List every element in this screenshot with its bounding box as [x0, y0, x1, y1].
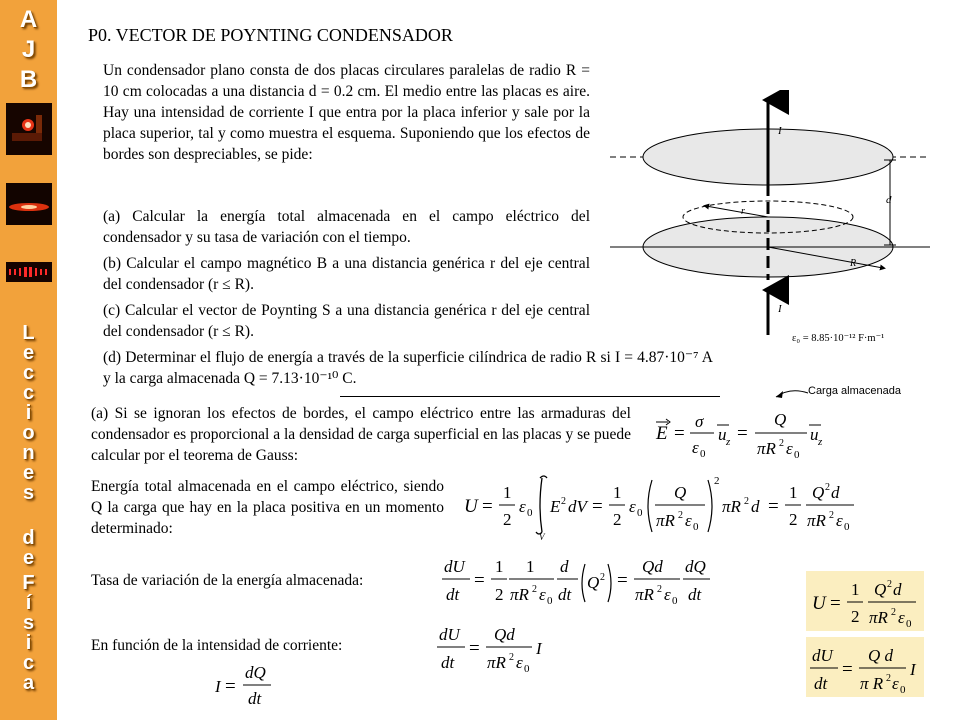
svg-text:2: 2: [779, 438, 784, 449]
diffraction-photo-thumbnail: [6, 262, 52, 282]
svg-text:2: 2: [532, 584, 537, 595]
svg-text:πR: πR: [510, 585, 529, 604]
svg-text:0: 0: [524, 663, 530, 675]
energy-rate-equation: [440, 550, 725, 610]
svg-text:U: U: [812, 593, 826, 614]
svg-text:2: 2: [789, 510, 798, 529]
statement-part-c: (c) Calcular el vector de Poynting S a una distancia genérica r del eje central del condensador (r ≤ R).: [103, 302, 590, 340]
svg-text:dt: dt: [558, 585, 572, 604]
svg-text:Q: Q: [587, 573, 600, 592]
svg-text:1: 1: [789, 483, 798, 502]
logo-letter-a: A: [19, 6, 38, 33]
svg-text:I: I: [215, 677, 221, 696]
svg-text:πR: πR: [869, 608, 888, 627]
svg-text:2: 2: [678, 510, 683, 521]
solution-rate-text: Tasa de variación de la energía almacenada:: [91, 572, 364, 589]
svg-text:Q d: Q d: [868, 646, 894, 665]
svg-text:ε: ε: [685, 511, 692, 530]
svg-text:=: =: [474, 570, 485, 591]
result-box-energy: [806, 571, 924, 631]
svg-text:V: V: [539, 532, 545, 540]
energy-equation: [462, 470, 862, 540]
sidebar-letter: c: [22, 362, 35, 384]
svg-text:0: 0: [794, 449, 800, 461]
sidebar-letter: i: [25, 632, 32, 654]
sidebar-letter: c: [22, 382, 35, 404]
energy-rate-current-equation: [435, 620, 550, 676]
current-label-top: I: [778, 125, 782, 137]
svg-text:2: 2: [887, 579, 892, 590]
svg-text:2: 2: [509, 652, 514, 663]
solution-part-a: (a) Si se ignoran los efectos de bordes, el campo eléctrico entre las armaduras del condensador es proporcional a la densidad de carga superficial en las placas y se puede calcular por el teorema de Gauss:: [91, 405, 631, 464]
svg-text:z: z: [818, 436, 823, 448]
svg-text:1: 1: [526, 557, 535, 576]
svg-text:=: =: [225, 676, 236, 697]
svg-text:dt: dt: [814, 674, 828, 693]
svg-text:2: 2: [495, 585, 504, 604]
sidebar-letter: o: [22, 422, 35, 444]
laser-photo-thumbnail: [6, 183, 52, 225]
result-box-energy-rate: [806, 637, 924, 697]
svg-text:2: 2: [829, 510, 834, 521]
svg-text:2: 2: [613, 510, 622, 529]
svg-text:ε: ε: [539, 585, 546, 604]
capacitor-diagram: [598, 90, 938, 350]
svg-text:d: d: [831, 483, 840, 502]
sidebar-letter: c: [22, 652, 35, 674]
svg-text:dU: dU: [812, 646, 833, 665]
callout-stored-charge: Carga almacenada: [808, 385, 901, 397]
svg-text:πR: πR: [487, 653, 506, 672]
svg-text:d: d: [560, 557, 569, 576]
statement-intro: Un condensador plano consta de dos placas circulares paralelas de radio R = 10 cm colocadas a una distancia d = 0.2 cm. El medio entre las placas es aire. Hay una intensidad de corriente I que entra por la placa inferior y sale por la placa superior, tal y como muestra el esquema. Suponiendo que los efectos de bordes son despreciables, se pide:: [103, 62, 590, 163]
svg-text:1: 1: [495, 557, 504, 576]
svg-text:=: =: [737, 423, 748, 444]
sidebar-letter: e: [22, 462, 35, 484]
svg-text:dU: dU: [439, 625, 460, 644]
svg-text:0: 0: [547, 595, 553, 607]
svg-text:I: I: [910, 660, 916, 679]
section-divider: [340, 396, 720, 397]
svg-text:U: U: [464, 496, 478, 517]
svg-text:0: 0: [527, 507, 533, 519]
svg-text:π R: π R: [860, 674, 884, 693]
svg-text:dt: dt: [441, 653, 455, 672]
svg-text:ε: ε: [892, 674, 899, 693]
svg-text:ε: ε: [836, 511, 843, 530]
svg-text:z: z: [726, 436, 731, 448]
svg-text:=: =: [592, 496, 603, 517]
svg-text:=: =: [674, 423, 685, 444]
svg-text:Qd: Qd: [642, 557, 663, 576]
svg-text:ε: ε: [664, 585, 671, 604]
sidebar-letter: n: [22, 442, 35, 464]
distance-d-label: d: [886, 194, 892, 206]
svg-text:u: u: [718, 425, 727, 444]
radius-r-label: r: [741, 206, 745, 217]
solution-current-text: En función de la intensidad de corriente:: [91, 637, 343, 654]
electric-field-equation: [652, 405, 842, 463]
svg-text:ε: ε: [519, 497, 526, 516]
svg-text:=: =: [617, 570, 628, 591]
svg-text:Q: Q: [774, 410, 787, 429]
svg-text:2: 2: [891, 607, 896, 618]
svg-text:E: E: [550, 497, 561, 516]
current-label-bottom: I: [778, 303, 782, 315]
sidebar-letter: i: [25, 402, 32, 424]
svg-text:d: d: [751, 497, 760, 516]
svg-text:ε: ε: [516, 653, 523, 672]
svg-text:σ: σ: [695, 412, 704, 431]
svg-text:πR: πR: [807, 511, 826, 530]
sidebar-letter: F: [22, 572, 35, 594]
svg-text:dt: dt: [688, 585, 702, 604]
svg-text:2: 2: [825, 482, 830, 493]
logo-letter-b: B: [19, 66, 38, 93]
lab-photo-thumbnail: [6, 103, 52, 155]
svg-text:0: 0: [700, 448, 706, 460]
svg-text:dU: dU: [444, 557, 465, 576]
svg-text:1: 1: [503, 483, 512, 502]
svg-text:Q: Q: [874, 580, 887, 599]
svg-text:dV: dV: [568, 497, 587, 516]
svg-text:ε: ε: [629, 497, 636, 516]
svg-text:dQ: dQ: [685, 557, 706, 576]
svg-text:2: 2: [744, 496, 749, 507]
sidebar-letter: e: [22, 547, 35, 569]
sidebar-letter: s: [22, 612, 35, 634]
svg-text:1: 1: [851, 580, 860, 599]
svg-text:dt: dt: [446, 585, 460, 604]
svg-text:u: u: [810, 425, 819, 444]
svg-text:Qd: Qd: [494, 625, 515, 644]
svg-text:d: d: [893, 580, 902, 599]
svg-text:0: 0: [637, 507, 643, 519]
svg-text:2: 2: [851, 607, 860, 626]
svg-text:2: 2: [714, 475, 720, 487]
svg-text:ε: ε: [786, 439, 793, 458]
svg-text:2: 2: [561, 496, 566, 507]
svg-text:dQ: dQ: [245, 663, 266, 682]
sidebar-letter: a: [22, 672, 35, 694]
radius-r-arrow: [706, 206, 768, 217]
svg-text:1: 1: [613, 483, 622, 502]
svg-text:2: 2: [600, 572, 605, 583]
svg-text:0: 0: [906, 618, 912, 630]
sidebar-letter: í: [25, 592, 32, 614]
svg-text:=: =: [469, 638, 480, 659]
svg-text:πR: πR: [656, 511, 675, 530]
sidebar-letter: L: [22, 322, 35, 344]
svg-text:0: 0: [900, 684, 906, 696]
svg-text:2: 2: [886, 673, 891, 684]
svg-text:ε: ε: [692, 438, 699, 457]
svg-text:πR: πR: [722, 497, 741, 516]
statement-part-b: (b) Calcular el campo magnético B a una distancia genérica r del eje central del condensador (r ≤ R).: [103, 255, 590, 293]
logo-letter-j: J: [21, 36, 36, 63]
svg-text:2: 2: [503, 510, 512, 529]
sidebar-letter: e: [22, 342, 35, 364]
sidebar: [0, 0, 57, 720]
radius-R-label: R: [850, 258, 857, 269]
svg-text:=: =: [842, 659, 853, 680]
solution-energy-text: Energía total almacenada en el campo eléctrico, siendo Q la carga que hay en la placa positiva en un momento determinado:: [91, 478, 444, 537]
svg-text:E: E: [656, 423, 668, 444]
statement-part-a: (a) Calcular la energía total almacenada en el campo eléctrico del condensador y su tasa de variación con el tiempo.: [103, 208, 590, 246]
svg-text:0: 0: [672, 595, 678, 607]
statement-part-d: (d) Determinar el flujo de energía a través de la superficie cilíndrica de radio R si I = 4.87·10⁻⁷ A y la carga almacenada Q = 7.13·10⁻¹⁰ C.: [103, 349, 713, 387]
svg-text:Q: Q: [674, 483, 687, 502]
svg-text:Q: Q: [812, 483, 825, 502]
svg-text:=: =: [482, 496, 493, 517]
svg-text:0: 0: [844, 521, 850, 533]
svg-text:πR: πR: [757, 439, 776, 458]
current-definition-equation: [213, 660, 283, 710]
sidebar-letter: s: [22, 482, 35, 504]
svg-text:dt: dt: [248, 689, 262, 708]
svg-text:I: I: [536, 639, 542, 658]
page-title: P0. VECTOR DE POYNTING CONDENSADOR: [88, 25, 453, 45]
svg-text:=: =: [830, 593, 841, 614]
svg-text:0: 0: [693, 521, 699, 533]
svg-text:2: 2: [657, 584, 662, 595]
svg-text:=: =: [768, 496, 779, 517]
sidebar-letter: d: [22, 527, 35, 549]
svg-text:πR: πR: [635, 585, 654, 604]
epsilon-constant: ε₀ = 8.85·10⁻¹² F·m⁻¹: [792, 333, 885, 344]
svg-text:ε: ε: [898, 608, 905, 627]
